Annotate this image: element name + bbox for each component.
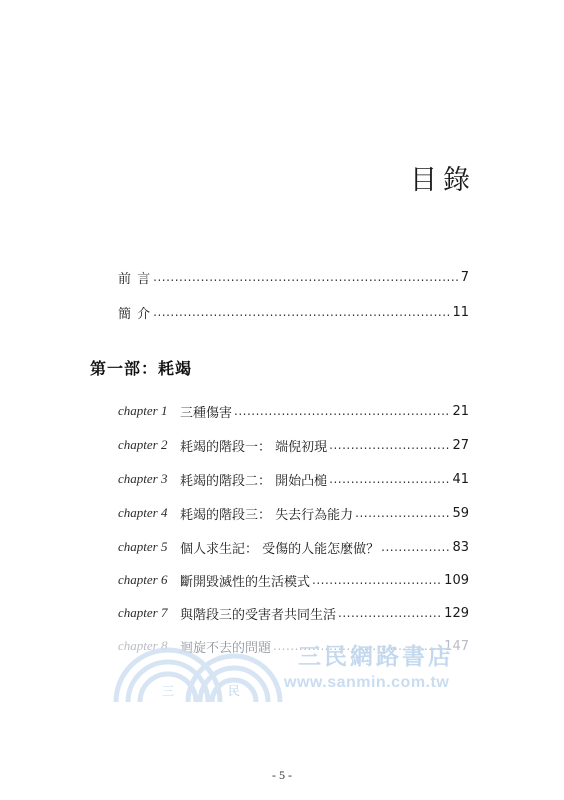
toc-entry-chapter-7[interactable]	[0, 603, 564, 623]
toc-entry-introduction[interactable]	[0, 302, 564, 322]
toc-entry-title: 迴旋不去的問題	[180, 640, 272, 656]
chapter-label: chapter 7	[118, 605, 168, 620]
toc-entry-title: 耗竭的階段二： 開始凸槌	[180, 473, 328, 489]
dot-leader	[329, 472, 450, 486]
toc-entry-chapter-4[interactable]	[0, 503, 564, 523]
sanmin-watermark	[108, 636, 468, 704]
dot-leader	[338, 606, 442, 620]
toc-entry-chapter-6[interactable]	[0, 570, 564, 590]
toc-entry-title: 耗竭的階段三： 失去行為能力	[180, 507, 354, 523]
dot-leader	[329, 438, 450, 452]
toc-entry-title: 耗竭的階段一： 端倪初現	[180, 439, 328, 455]
toc-page-number: 11	[452, 304, 469, 320]
dot-leader	[355, 506, 450, 520]
page-number-footer: - 5 -	[272, 768, 292, 782]
toc-entry-title: 個人求生記： 受傷的人能怎麼做？	[180, 541, 380, 557]
chapter-label: chapter 3	[118, 471, 168, 486]
dot-leader	[153, 305, 450, 319]
part-heading: 第一部：耗竭	[90, 359, 193, 378]
toc-page-number: 147	[444, 638, 469, 654]
watermark-title: 三民網路書店	[298, 643, 454, 670]
toc-page-number: 27	[452, 437, 469, 453]
toc-entry-title: 簡 介	[118, 306, 152, 322]
toc-page-number: 7	[460, 269, 469, 285]
dot-leader	[381, 540, 450, 554]
toc-page-number: 129	[444, 605, 469, 621]
watermark-char-left: 三	[162, 684, 175, 698]
toc-entry-chapter-3[interactable]	[0, 469, 564, 489]
toc-entry-chapter-5[interactable]	[0, 537, 564, 557]
watermark-char-right: 民	[228, 684, 241, 698]
toc-entry-chapter-1[interactable]	[0, 401, 564, 421]
toc-entry-chapter-2[interactable]	[0, 435, 564, 455]
toc-page-number: 41	[452, 471, 469, 487]
chapter-label: chapter 5	[118, 539, 168, 554]
chapter-label: chapter 4	[118, 505, 168, 520]
dot-leader	[153, 270, 459, 284]
chapter-label: chapter 6	[118, 572, 168, 587]
chapter-label: chapter 2	[118, 437, 168, 452]
rainbow-logo-icon	[108, 636, 288, 704]
toc-page-number: 109	[444, 572, 469, 588]
chapter-label: chapter 1	[118, 403, 168, 418]
toc-entry-title: 斷開毀滅性的生活模式	[180, 574, 311, 590]
dot-leader	[312, 573, 442, 587]
dot-leader	[234, 404, 450, 418]
toc-entry-title: 與階段三的受害者共同生活	[180, 607, 337, 623]
toc-entry-preface[interactable]	[0, 267, 564, 287]
page-title: 目錄	[410, 165, 476, 196]
toc-entry-title: 前 言	[118, 271, 152, 287]
toc-entry-title: 三種傷害	[180, 405, 233, 421]
watermark-url: www.sanmin.com.tw	[284, 674, 450, 691]
toc-page-number: 59	[452, 505, 469, 521]
chapter-label: chapter 8	[118, 638, 168, 653]
toc-page-number: 83	[452, 539, 469, 555]
toc-page-number: 21	[452, 403, 469, 419]
